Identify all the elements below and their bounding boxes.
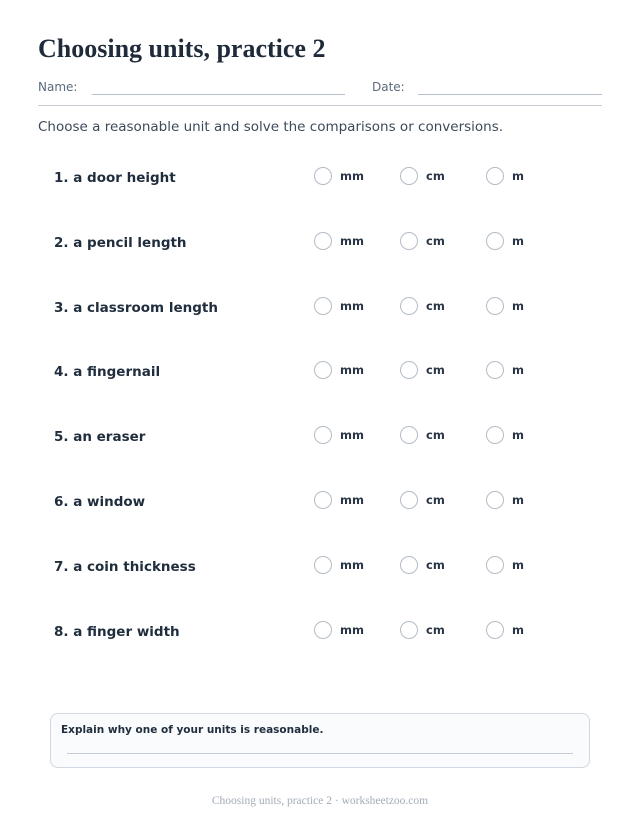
radio-button[interactable] <box>314 621 332 639</box>
radio-button[interactable] <box>314 297 332 315</box>
unit-option-label: cm <box>426 169 445 183</box>
question-label: 4. a fingernail <box>54 364 161 380</box>
radio-button[interactable] <box>314 167 332 185</box>
radio-button[interactable] <box>486 621 504 639</box>
page-title: Choosing units, practice 2 <box>38 34 326 63</box>
unit-option-label: mm <box>340 428 364 442</box>
radio-button[interactable] <box>314 232 332 250</box>
radio-button[interactable] <box>400 232 418 250</box>
radio-button[interactable] <box>486 491 504 509</box>
radio-button[interactable] <box>314 491 332 509</box>
question-row <box>0 361 640 385</box>
radio-button[interactable] <box>486 297 504 315</box>
radio-button[interactable] <box>486 361 504 379</box>
radio-button[interactable] <box>314 556 332 574</box>
question-label: 5. an eraser <box>54 429 146 445</box>
explain-box <box>50 713 590 768</box>
date-field[interactable] <box>418 94 602 95</box>
header-fields <box>38 80 602 98</box>
unit-option-label: m <box>512 493 524 507</box>
radio-button[interactable] <box>400 361 418 379</box>
radio-button[interactable] <box>400 621 418 639</box>
unit-option-label: m <box>512 623 524 637</box>
unit-option-label: cm <box>426 428 445 442</box>
question-row <box>0 426 640 450</box>
unit-option-label: mm <box>340 234 364 248</box>
question-label: 6. a window <box>54 494 146 510</box>
question-row <box>0 297 640 321</box>
radio-button[interactable] <box>486 426 504 444</box>
name-field[interactable] <box>92 94 345 95</box>
radio-button[interactable] <box>486 232 504 250</box>
unit-option-label: m <box>512 428 524 442</box>
explain-answer-line[interactable] <box>67 753 573 754</box>
radio-button[interactable] <box>486 556 504 574</box>
radio-button[interactable] <box>400 556 418 574</box>
unit-option-label: cm <box>426 299 445 313</box>
radio-button[interactable] <box>400 426 418 444</box>
unit-option-label: mm <box>340 493 364 507</box>
unit-option-label: m <box>512 558 524 572</box>
unit-option-label: mm <box>340 623 364 637</box>
radio-button[interactable] <box>314 361 332 379</box>
question-label: 2. a pencil length <box>54 235 187 251</box>
unit-option-label: cm <box>426 623 445 637</box>
unit-option-label: m <box>512 363 524 377</box>
question-label: 3. a classroom length <box>54 300 218 316</box>
explain-prompt: Explain why one of your units is reasonable. <box>61 724 324 736</box>
question-label: 7. a coin thickness <box>54 559 196 575</box>
question-label: 8. a finger width <box>54 624 180 640</box>
radio-button[interactable] <box>314 426 332 444</box>
name-label: Name: <box>38 80 78 94</box>
footer: Choosing units, practice 2 · worksheetzoo.com <box>211 795 429 807</box>
unit-option-label: m <box>512 234 524 248</box>
unit-option-label: mm <box>340 299 364 313</box>
header-divider <box>38 105 602 106</box>
question-row <box>0 556 640 580</box>
radio-button[interactable] <box>486 167 504 185</box>
unit-option-label: cm <box>426 234 445 248</box>
unit-option-label: mm <box>340 558 364 572</box>
instructions: Choose a reasonable unit and solve the comparisons or conversions. <box>38 119 504 135</box>
question-row <box>0 167 640 191</box>
unit-option-label: cm <box>426 558 445 572</box>
question-row <box>0 232 640 256</box>
radio-button[interactable] <box>400 167 418 185</box>
question-row <box>0 621 640 645</box>
unit-option-label: cm <box>426 363 445 377</box>
unit-option-label: cm <box>426 493 445 507</box>
question-row <box>0 491 640 515</box>
date-label: Date: <box>372 80 405 94</box>
radio-button[interactable] <box>400 297 418 315</box>
question-label: 1. a door height <box>54 170 176 186</box>
unit-option-label: m <box>512 299 524 313</box>
unit-option-label: m <box>512 169 524 183</box>
unit-option-label: mm <box>340 363 364 377</box>
unit-option-label: mm <box>340 169 364 183</box>
radio-button[interactable] <box>400 491 418 509</box>
